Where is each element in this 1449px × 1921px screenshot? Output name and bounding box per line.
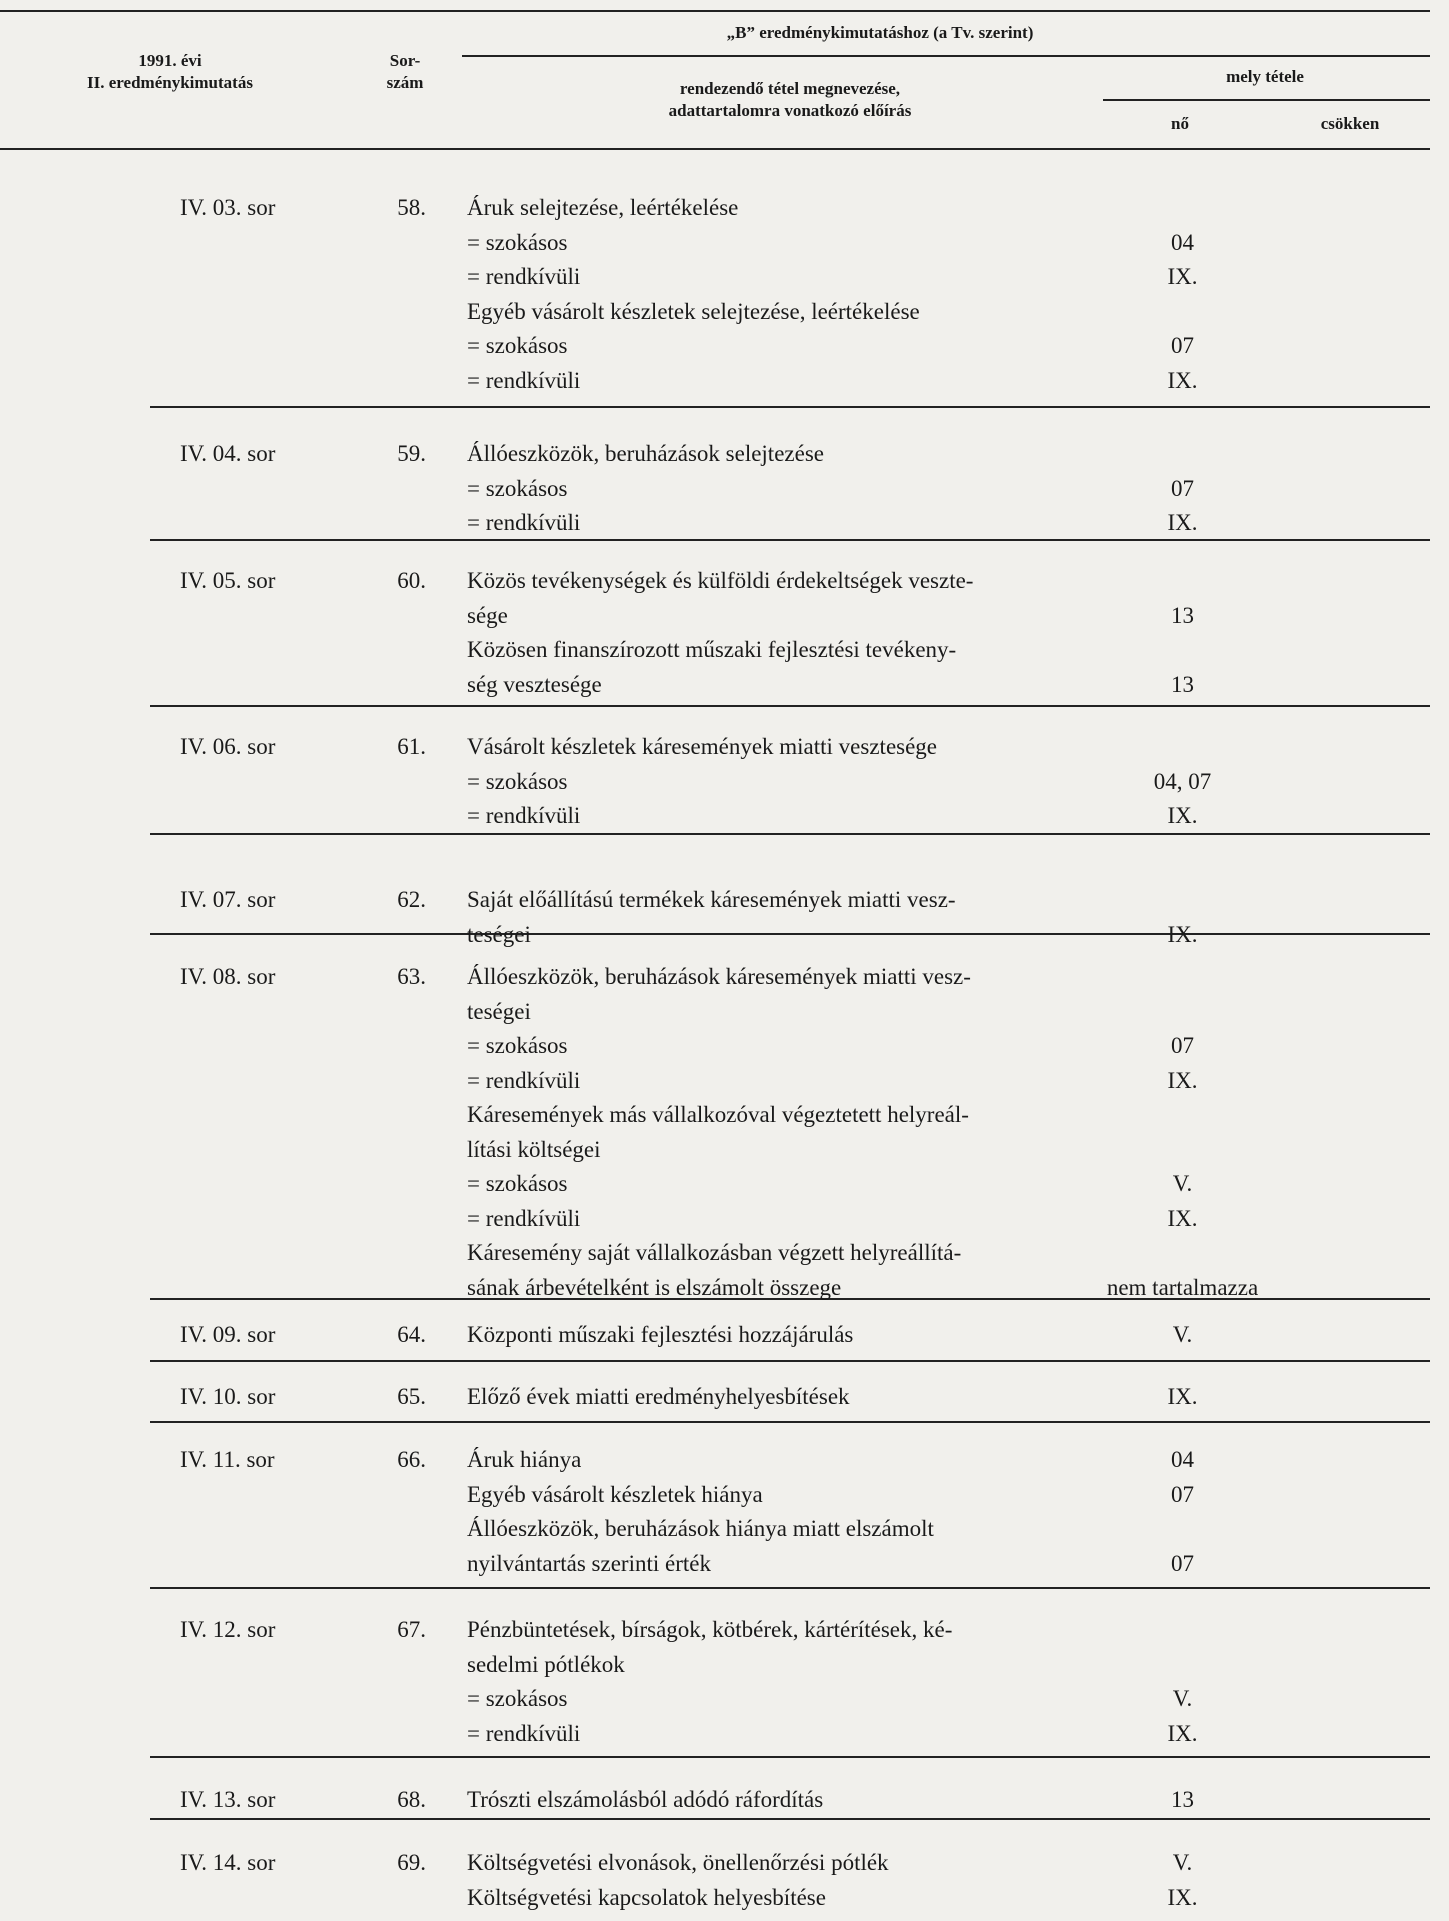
item-text-line: = rendkívüli: [467, 1720, 581, 1746]
item-text-line: Káresemények más vállalkozóval végeztetett helyreál-: [467, 1102, 969, 1127]
item-text-line: = rendkívüli: [467, 803, 581, 828]
item-text-line: Költségvetési elvonások, önellenőrzési pótlék: [467, 1850, 889, 1875]
row-line-number: 60.: [397, 568, 426, 593]
row-item-description: [467, 883, 1107, 952]
item-increase-value: [1100, 960, 1265, 995]
row-report-reference: IV. 09. sor: [180, 1322, 276, 1347]
item-text-line: = rendkívüli: [467, 1067, 581, 1093]
item-text-line: = szokásos: [467, 1033, 568, 1058]
row-report-reference: IV. 11. sor: [180, 1447, 275, 1472]
row-report-reference: IV. 14. sor: [180, 1850, 276, 1875]
row-line-number: 65.: [397, 1384, 426, 1409]
item-text-line: Káresemény saját vállalkozásban végzett helyreállítá-: [467, 1240, 962, 1265]
row-separator: [150, 705, 1430, 707]
row-item-description: [467, 730, 1107, 834]
item-text-line: Közösen finanszírozott műszaki fejlesztési tevékeny-: [467, 637, 957, 662]
item-increase-value: V.: [1172, 1686, 1193, 1711]
row-report-reference: IV. 07. sor: [180, 887, 276, 912]
item-increase-value: V.: [1172, 1850, 1193, 1875]
row-item-description: [467, 1783, 1107, 1818]
row-increase-item: [1100, 191, 1265, 398]
row-increase-item: [1100, 1443, 1265, 1581]
item-increase-value: [1100, 1648, 1265, 1683]
item-increase-value: [1100, 730, 1265, 765]
item-increase-value: [1100, 564, 1265, 599]
item-text-line: Pénzbüntetések, bírságok, kötbérek, kártérítések, ké-: [467, 1617, 953, 1642]
item-text-line: Állóeszközök, beruházások hiánya miatt elszámolt: [467, 1516, 934, 1541]
header-group-title: „B” eredménykimutatáshoz (a Tv. szerint): [726, 23, 1034, 42]
row-separator: [150, 1756, 1430, 1758]
row-increase-item: [1100, 437, 1265, 541]
row-report-reference: IV. 04. sor: [180, 441, 276, 466]
item-increase-value: 07: [1171, 475, 1194, 501]
row-report-reference: IV. 13. sor: [180, 1787, 276, 1812]
row-increase-item: [1100, 1846, 1265, 1915]
item-text-line: Közös tevékenységek és külföldi érdekeltségek veszte-: [467, 568, 974, 593]
item-increase-value: 04, 07: [1153, 768, 1212, 794]
row-item-description: [467, 1443, 1107, 1581]
item-text-line: = szokásos: [467, 768, 568, 794]
row-line-number: 64.: [397, 1322, 426, 1347]
item-text-line: Áruk selejtezése, leértékelése: [467, 195, 739, 220]
item-text-line: Egyéb vásárolt készletek hiánya: [467, 1481, 763, 1507]
item-text-line: = szokásos: [467, 1171, 568, 1196]
row-line-number: 61.: [397, 734, 426, 759]
row-increase-item: [1100, 1318, 1265, 1353]
item-increase-value: 13: [1171, 1787, 1194, 1812]
item-text-line: Központi műszaki fejlesztési hozzájárulás: [467, 1322, 854, 1347]
item-increase-value: [1100, 191, 1265, 226]
item-text-line: = szokásos: [467, 333, 568, 358]
item-increase-value: IX.: [1167, 1205, 1198, 1231]
row-report-reference: IV. 08. sor: [180, 964, 276, 989]
item-text-line: = szokásos: [467, 1686, 568, 1711]
item-text-line: lítási költségei: [467, 1136, 601, 1162]
row-line-number: 67.: [397, 1617, 426, 1642]
row-increase-item: [1100, 1380, 1265, 1415]
item-text-line: nyilvántartás szerinti érték: [467, 1550, 711, 1576]
row-increase-item: [1100, 883, 1265, 952]
item-increase-value: [1100, 995, 1265, 1030]
row-report-reference: IV. 12. sor: [180, 1617, 276, 1642]
row-item-description: [467, 191, 1107, 398]
item-increase-value: 07: [1171, 1481, 1194, 1507]
item-text-line: = rendkívüli: [467, 264, 581, 289]
item-text-line: Előző évek miatti eredményhelyesbítések: [467, 1384, 850, 1409]
item-text-line: sedelmi pótlékok: [467, 1651, 625, 1677]
header-col-which-item: mely tétele: [1226, 67, 1304, 86]
header-top-rule: [0, 10, 1430, 12]
header-col-item: rendezendő tétel megnevezése, adattartalomra vonatkozó előírás: [668, 79, 912, 120]
item-increase-value: 07: [1171, 333, 1194, 358]
row-increase-item: [1100, 1783, 1265, 1818]
item-increase-value: 13: [1171, 671, 1194, 697]
item-increase-value: [1100, 437, 1265, 472]
row-report-reference: IV. 06. sor: [180, 734, 276, 759]
row-separator: [150, 1421, 1430, 1423]
item-increase-value: [1100, 1236, 1265, 1271]
item-increase-value: IX.: [1167, 1384, 1198, 1409]
item-increase-value: 04: [1171, 1447, 1194, 1472]
row-report-reference: IV. 05. sor: [180, 568, 276, 593]
item-text-line: Állóeszközök, beruházások selejtezése: [467, 441, 824, 466]
row-line-number: 63.: [397, 964, 426, 989]
item-increase-value: IX.: [1167, 803, 1198, 828]
item-text-line: = szokásos: [467, 229, 568, 255]
row-item-description: [467, 437, 1107, 541]
row-line-number: 66.: [397, 1447, 426, 1472]
item-increase-value: [1100, 1512, 1265, 1547]
item-text-line: = rendkívüli: [467, 1205, 581, 1231]
item-increase-value: V.: [1172, 1322, 1193, 1347]
item-text-line: = rendkívüli: [467, 367, 581, 393]
row-increase-item: [1100, 730, 1265, 834]
item-increase-value: IX.: [1167, 367, 1198, 393]
row-separator: [150, 1818, 1430, 1820]
row-separator: [150, 406, 1430, 408]
item-increase-value: [1100, 295, 1265, 330]
header-subgroup-rule: [1103, 99, 1430, 101]
row-line-number: 69.: [397, 1850, 426, 1875]
row-item-description: [467, 1380, 1107, 1415]
row-line-number: 68.: [397, 1787, 426, 1812]
row-separator: [150, 1360, 1430, 1362]
row-increase-item: [1100, 1613, 1265, 1751]
item-increase-value: 13: [1171, 602, 1194, 628]
item-text-line: ség vesztesége: [467, 671, 602, 697]
item-text-line: teségei: [467, 921, 531, 947]
item-text-line: Egyéb vásárolt készletek selejtezése, leértékelése: [467, 298, 920, 324]
header-group-rule: [462, 55, 1430, 57]
item-increase-value: [1100, 883, 1265, 918]
row-separator: [150, 1587, 1430, 1589]
row-item-description: [467, 564, 1107, 702]
item-increase-value: IX.: [1167, 921, 1198, 947]
item-increase-value: IX.: [1167, 510, 1198, 535]
row-report-reference: IV. 10. sor: [180, 1384, 276, 1409]
item-text-line: teségei: [467, 998, 531, 1024]
row-line-number: 58.: [397, 195, 426, 220]
item-increase-value: IX.: [1167, 1067, 1198, 1093]
item-increase-value: nem tartalmazza: [1106, 1274, 1259, 1300]
row-line-number: 59.: [397, 441, 426, 466]
row-increase-item: [1100, 564, 1265, 702]
item-increase-value: [1100, 1613, 1265, 1648]
item-increase-value: 07: [1171, 1033, 1194, 1058]
item-increase-value: 04: [1171, 229, 1194, 255]
item-text-line: sának árbevételként is elszámolt összege: [467, 1274, 842, 1300]
header-col-line-number: Sor- szám: [386, 51, 424, 92]
item-text-line: Vásárolt készletek káresemények miatti vesztesége: [467, 734, 938, 759]
row-item-description: [467, 960, 1107, 1305]
item-increase-value: IX.: [1167, 1884, 1198, 1910]
row-increase-item: [1100, 960, 1265, 1305]
row-item-description: [467, 1613, 1107, 1751]
item-text-line: sége: [467, 602, 508, 628]
item-increase-value: IX.: [1167, 1720, 1198, 1746]
item-text-line: Áruk hiánya: [467, 1447, 582, 1472]
item-text-line: = szokásos: [467, 475, 568, 501]
header-sub-increase: nő: [1171, 114, 1189, 133]
item-increase-value: [1100, 1133, 1265, 1168]
header-col-report: 1991. évi II. eredménykimutatás: [87, 51, 253, 92]
header-sub-decrease: csökken: [1320, 114, 1380, 133]
row-item-description: [467, 1318, 1107, 1353]
item-text-line: Trószti elszámolásból adódó ráfordítás: [467, 1787, 824, 1812]
item-increase-value: [1100, 633, 1265, 668]
item-text-line: Állóeszközök, beruházások káresemények miatti vesz-: [467, 964, 971, 989]
row-item-description: [467, 1846, 1107, 1915]
item-text-line: = rendkívüli: [467, 510, 581, 535]
item-increase-value: V.: [1172, 1171, 1193, 1196]
item-increase-value: [1100, 1098, 1265, 1133]
row-line-number: 62.: [397, 887, 426, 912]
item-text-line: Saját előállítású termékek káresemények miatti vesz-: [467, 887, 956, 912]
header-bottom-rule: [0, 148, 1430, 150]
item-increase-value: 07: [1171, 1550, 1194, 1576]
item-increase-value: IX.: [1167, 264, 1198, 289]
item-text-line: Költségvetési kapcsolatok helyesbítése: [467, 1884, 826, 1910]
row-report-reference: IV. 03. sor: [180, 195, 276, 220]
